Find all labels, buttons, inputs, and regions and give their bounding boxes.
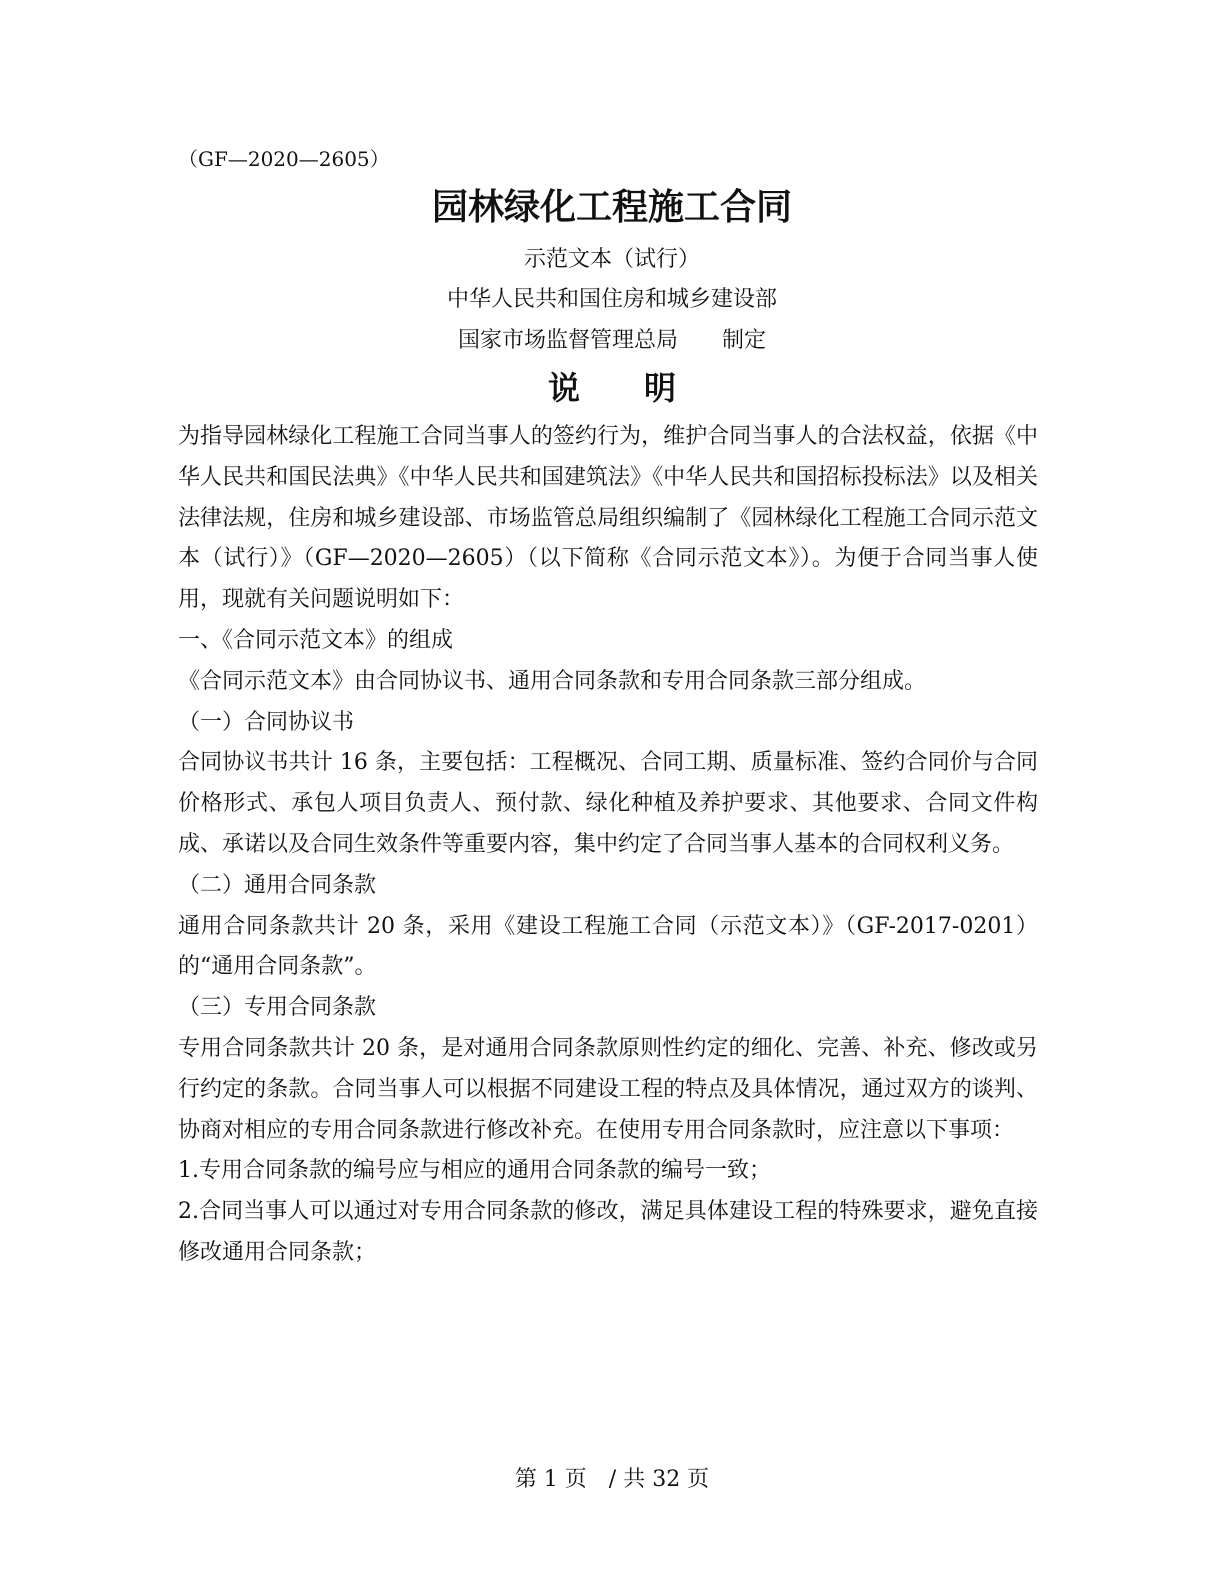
document-body bbox=[178, 417, 1038, 1274]
contract-code: （GF—2020—2605） bbox=[178, 147, 390, 171]
paragraph-agreement: 合同协议书共计 16 条，主要包括：工程概况、合同工期、质量标准、签约合同价与合同价格形式、承包人项目负责人、预付款、绿化种植及养护要求、其他要求、合同文件构成、承诺以及合同生效条件等重要内容，集中约定了合同当事人基本的合同权利义务。 bbox=[178, 750, 1038, 857]
page-number: 第 1 页 / 共 32 页 bbox=[514, 1467, 710, 1492]
paragraph-heading-agreement: （一）合同协议书 bbox=[178, 709, 355, 735]
paragraph-general-terms: 通用合同条款共计 20 条，采用《建设工程施工合同（示范文本）》（GF-2017-0201）的“通用合同条款”。 bbox=[178, 913, 1038, 980]
paragraph-heading-general-terms: （二）通用合同条款 bbox=[178, 872, 377, 898]
paragraph-intro: 为指导园林绿化工程施工合同当事人的签约行为，维护合同当事人的合法权益，依据《中华人民共和国民法典》《中华人民共和国建筑法》《中华人民共和国招标投标法》以及相关法律法规，住房和城乡建设部、市场监管总局组织编制了《园林绿化工程施工合同示范文本（试行）》（GF—2020—2605）（以下简称《合同示范文本》）。为便于合同当事人使用，现就有关问题说明如下： bbox=[178, 424, 1038, 613]
paragraph-special-terms: 专用合同条款共计 20 条，是对通用合同条款原则性约定的细化、完善、补充、修改或另行约定的条款。合同当事人可以根据不同建设工程的特点及具体情况，通过双方的谈判、协商对相应的专用合同条款进行修改补充。在使用专用合同条款时，应注意以下事项： bbox=[178, 1035, 1038, 1143]
section-heading: 说 明 bbox=[547, 369, 676, 407]
list-item-2: 2.合同当事人可以通过对专用合同条款的修改，满足具体建设工程的特殊要求，避免直接修改通用合同条款； bbox=[178, 1199, 1038, 1265]
paragraph-heading-composition: 一、《合同示范文本》的组成 bbox=[178, 627, 454, 653]
issuer-line-1: 中华人民共和国住房和城乡建设部 bbox=[446, 287, 777, 312]
paragraph-composition: 《合同示范文本》由合同协议书、通用合同条款和专用合同条款三部分组成。 bbox=[178, 668, 927, 694]
list-item-1: 1.专用合同条款的编号应与相应的通用合同条款的编号一致； bbox=[178, 1158, 771, 1184]
document-subtitle: 示范文本（试行） bbox=[523, 247, 700, 272]
paragraph-heading-special-terms: （三）专用合同条款 bbox=[178, 995, 377, 1021]
document-title: 园林绿化工程施工合同 bbox=[431, 186, 792, 228]
issuer-line-2: 国家市场监督管理总局 制定 bbox=[457, 328, 766, 353]
